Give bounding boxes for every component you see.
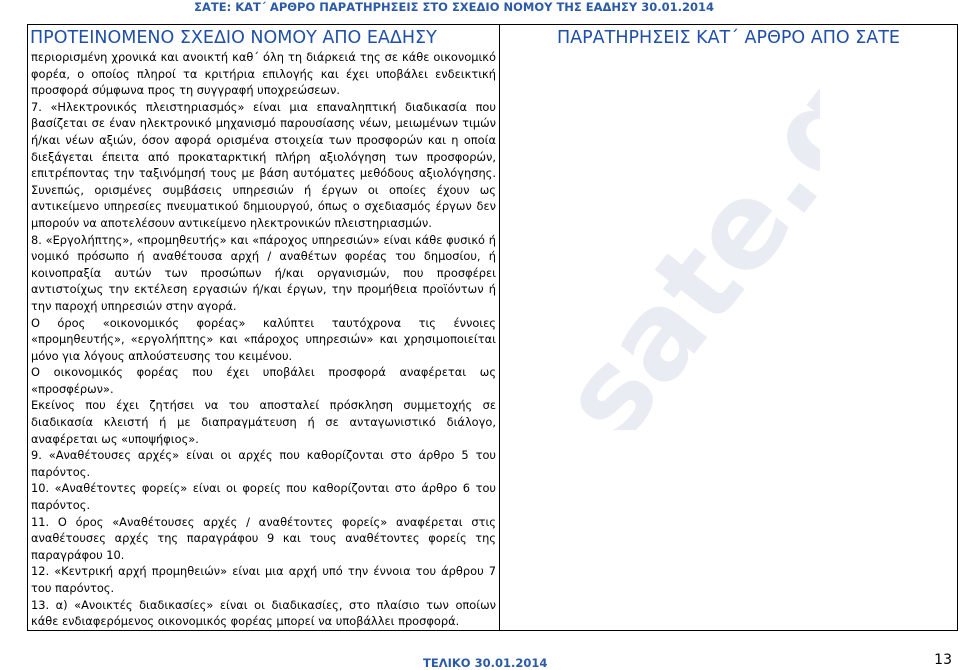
page-number: 13	[934, 652, 952, 668]
draft-law-column	[28, 25, 500, 630]
paragraph: Ο όρος «οικονομικός φορέας» καλύπτει ταυτόχρονα τις έννοιες «προμηθευτής», «εργολήπτης» και «πάροχος υπηρεσιών» και χρησιμοποιείται μόνο για λόγους απλούστευσης του κειμένου.	[31, 315, 496, 365]
running-header: ΣΑΤΕ: ΚΑΤ΄ ΑΡΘΡΟ ΠΑΡΑΤΗΡΗΣΕΙΣ ΣΤΟ ΣΧΕΔΙΟ ΝΟΜΟΥ ΤΗΣ ΕΑΔΗΣΥ 30.01.2014	[194, 0, 714, 14]
paragraph: 11. Ο όρος «Αναθέτουσες αρχές / αναθέτοντες φορείς» αναφέρεται στις αναθέτουσες αρχές της παραγράφου 9 και τους αναθέτοντες φορείς της παραγράφου 10.	[31, 514, 496, 564]
watermark-text: sate.gr	[534, 70, 820, 430]
paragraph: Ο οικονομικός φορέας που έχει υποβάλει προσφορά αναφέρεται ως «προσφέρων».	[31, 364, 496, 397]
paragraph: 12. «Κεντρική αρχή προμηθειών» είναι μια αρχή υπό την έννοια του άρθρου 7 του παρόντος.	[31, 563, 496, 596]
paragraph: περιορισμένη χρονικά και ανοικτή καθ΄ όλη τη διάρκειά της σε κάθε οικονομικό φορέα, ο οποίος πληροί τα κριτήρια επιλογής και έχει υποβάλει ενδεικτική προσφορά σύμφωνα προς τη συγγραφή υποχρεώσεων.	[31, 49, 496, 99]
comments-heading: ΠΑΡΑΤΗΡΗΣΕΙΣ ΚΑΤ΄ ΑΡΘΡΟ ΑΠΟ ΣΑΤΕ	[500, 25, 957, 49]
paragraph: 10. «Αναθέτοντες φορείς» είναι οι φορείς που καθορίζονται στο άρθρο 6 του παρόντος.	[31, 480, 496, 513]
paragraph: 7. «Ηλεκτρονικός πλειστηριασμός» είναι μια επαναληπτική διαδικασία που βασίζεται σε έναν ηλεκτρονικό μηχανισμό παρουσίασης νέων, μειωμένων τιμών ή/και νέων αξιών, όσον αφορά ορισμένα στοιχεία των προσφορών και η οποία διεξάγεται έπειτα από προκαταρκτική πλήρη αξιολόγηση των προσφορών, επιτρέποντας την ταξινόμησή τους με βάση αυτόματες μεθόδους αξιολόγησης. Συνεπώς, ορισμένες συμβάσεις υπηρεσιών ή έργων οι οποίες έχουν ως αντικείμενο υπηρεσίες πνευματικού δημιουργού, όπως ο σχεδιασμός έργων δεν μπορούν να αποτελέσουν αντικείμενο ηλεκτρονικών πλειστηριασμών.	[31, 99, 496, 232]
comparison-table	[27, 24, 958, 631]
draft-law-text	[28, 49, 499, 630]
comments-column	[500, 25, 957, 630]
paragraph: Εκείνος που έχει ζητήσει να του αποσταλεί πρόσκληση συμμετοχής σε διαδικασία κλειστή ή με διαπραγμάτευση ή σε ανταγωνιστικό διάλογο, αναφέρεται ως «υποψήφιος».	[31, 397, 496, 447]
draft-law-heading: ΠΡΟΤΕΙΝΟΜΕΝΟ ΣΧΕΔΙΟ ΝΟΜΟΥ ΑΠΟ ΕΑΔΗΣΥ	[28, 25, 499, 49]
paragraph: 13. α) «Ανοικτές διαδικασίες» είναι οι διαδικασίες, στο πλαίσιο των οποίων κάθε ενδιαφερόμενος οικονομικός φορέας μπορεί να υποβάλλει προσφορά.	[31, 597, 496, 630]
paragraph: 9. «Αναθέτουσες αρχές» είναι οι αρχές που καθορίζονται στο άρθρο 5 του παρόντος.	[31, 447, 496, 480]
footer-version: ΤΕΛΙΚΟ 30.01.2014	[423, 656, 547, 670]
paragraph: 8. «Εργολήπτης», «προμηθευτής» και «πάροχος υπηρεσιών» είναι κάθε φυσικό ή νομικό πρόσωπο ή αναθέτουσα αρχή / αναθέτων φορέας του δημοσίου, ή κοινοπραξία αυτών των προσώπων ή/και οργανισμών, που προσφέρει αντιστοίχως την εκτέλεση εργασιών ή/και έργων, την προμήθεια προϊόντων ή την παροχή υπηρεσιών στην αγορά.	[31, 232, 496, 315]
